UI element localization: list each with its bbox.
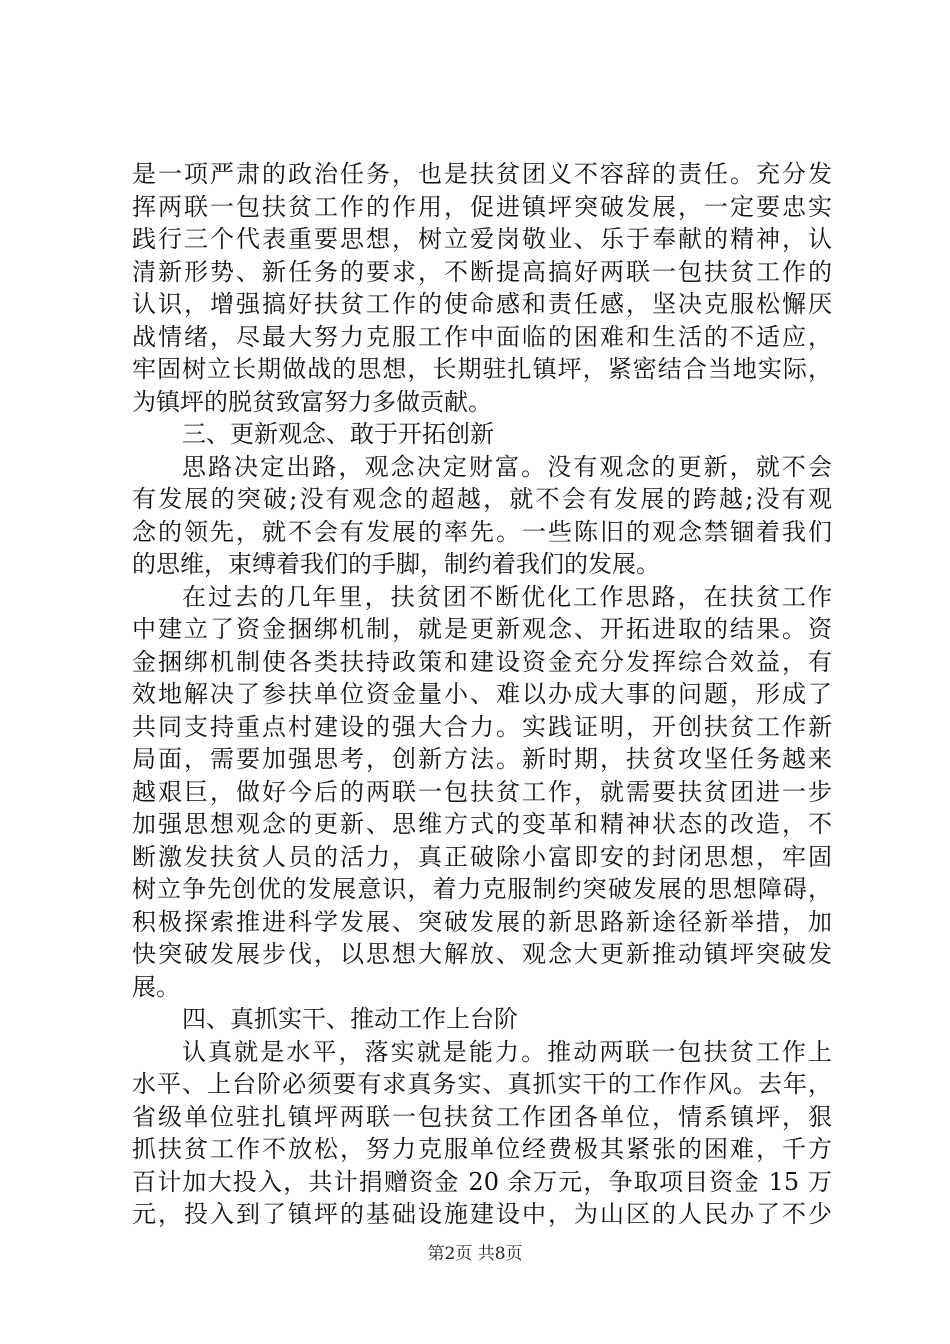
page-number-label: 第2页 共8页: [427, 1244, 523, 1264]
text-line: 清新形势、新任务的要求，不断提高搞好两联一包扶贫工作的: [132, 257, 832, 286]
text-line: 百计加大投入，共计捐赠资金 20 余万元，争取项目资金 15 万: [132, 1167, 832, 1196]
text-line: 效地解决了参扶单位资金量小、难以办成大事的问题，形成了: [132, 680, 832, 708]
text-line: 为镇坪的脱贫致富努力多做贡献。: [132, 387, 492, 416]
text-line: 中建立了资金捆绑机制，就是更新观念、开拓进取的结果。资: [132, 615, 832, 643]
text-line: 展。: [132, 972, 180, 1001]
text-line: 认识，增强搞好扶贫工作的使命感和责任感，坚决克服松懈厌: [132, 290, 832, 318]
text-line: 元，投入到了镇坪的基础设施建设中，为山区的人民办了不少: [132, 1200, 832, 1228]
text-line: 认真就是水平，落实就是能力。推动两联一包扶贫工作上: [182, 1037, 832, 1066]
text-line: 抓扶贫工作不放松，努力克服单位经费极其紧张的困难，千方: [132, 1135, 832, 1163]
text-line: 战情绪，尽最大努力克服工作中面临的困难和生活的不适应，: [132, 322, 832, 351]
text-line: 牢固树立长期做战的思想，长期驻扎镇坪，紧密结合当地实际，: [132, 355, 832, 383]
text-line: 思路决定出路，观念决定财富。没有观念的更新，就不会: [182, 452, 832, 481]
text-line: 水平、上台阶必须要有求真务实、真抓实干的工作作风。去年，: [132, 1070, 832, 1098]
text-line: 挥两联一包扶贫工作的作用，促进镇坪突破发展，一定要忠实: [132, 192, 832, 221]
text-line: 省级单位驻扎镇坪两联一包扶贫工作团各单位，情系镇坪，狠: [132, 1102, 832, 1131]
text-line: 在过去的几年里，扶贫团不断优化工作思路，在扶贫工作: [182, 582, 832, 611]
text-line: 念的领先，就不会有发展的率先。一些陈旧的观念禁锢着我们: [132, 517, 832, 546]
text-line: 局面，需要加强思考，创新方法。新时期，扶贫攻坚任务越来: [132, 745, 832, 773]
text-line: 快突破发展步伐，以思想大解放、观念大更新推动镇坪突破发: [132, 940, 832, 968]
text-line: 四、真抓实干、推动工作上台阶: [182, 1005, 518, 1033]
text-line: 是一项严肃的政治任务，也是扶贫团义不容辞的责任。充分发: [132, 160, 832, 188]
text-line: 越艰巨，做好今后的两联一包扶贫工作，就需要扶贫团进一步: [132, 777, 832, 806]
text-line: 积极探索推进科学发展、突破发展的新思路新途径新举措，加: [132, 907, 832, 936]
text-line: 三、更新观念、敢于开拓创新: [182, 420, 494, 448]
text-line: 的思维，束缚着我们的手脚，制约着我们的发展。: [132, 550, 660, 578]
document-body: [132, 158, 832, 1231]
text-line: 断激发扶贫人员的活力，真正破除小富即安的封闭思想，牢固: [132, 842, 832, 871]
text-line: 金捆绑机制使各类扶持政策和建设资金充分发挥综合效益，有: [132, 647, 832, 676]
text-line: 有发展的突破;没有观念的超越，就不会有发展的跨越;没有观: [132, 485, 832, 513]
page-footer: [0, 1244, 950, 1264]
text-line: 加强思想观念的更新、思维方式的变革和精神状态的改造，不: [132, 810, 832, 838]
text-line: 树立争先创优的发展意识，着力克服制约突破发展的思想障碍，: [132, 875, 832, 903]
text-line: 践行三个代表重要思想，树立爱岗敬业、乐于奉献的精神，认: [132, 225, 832, 253]
text-line: 共同支持重点村建设的强大合力。实践证明，开创扶贫工作新: [132, 712, 832, 741]
